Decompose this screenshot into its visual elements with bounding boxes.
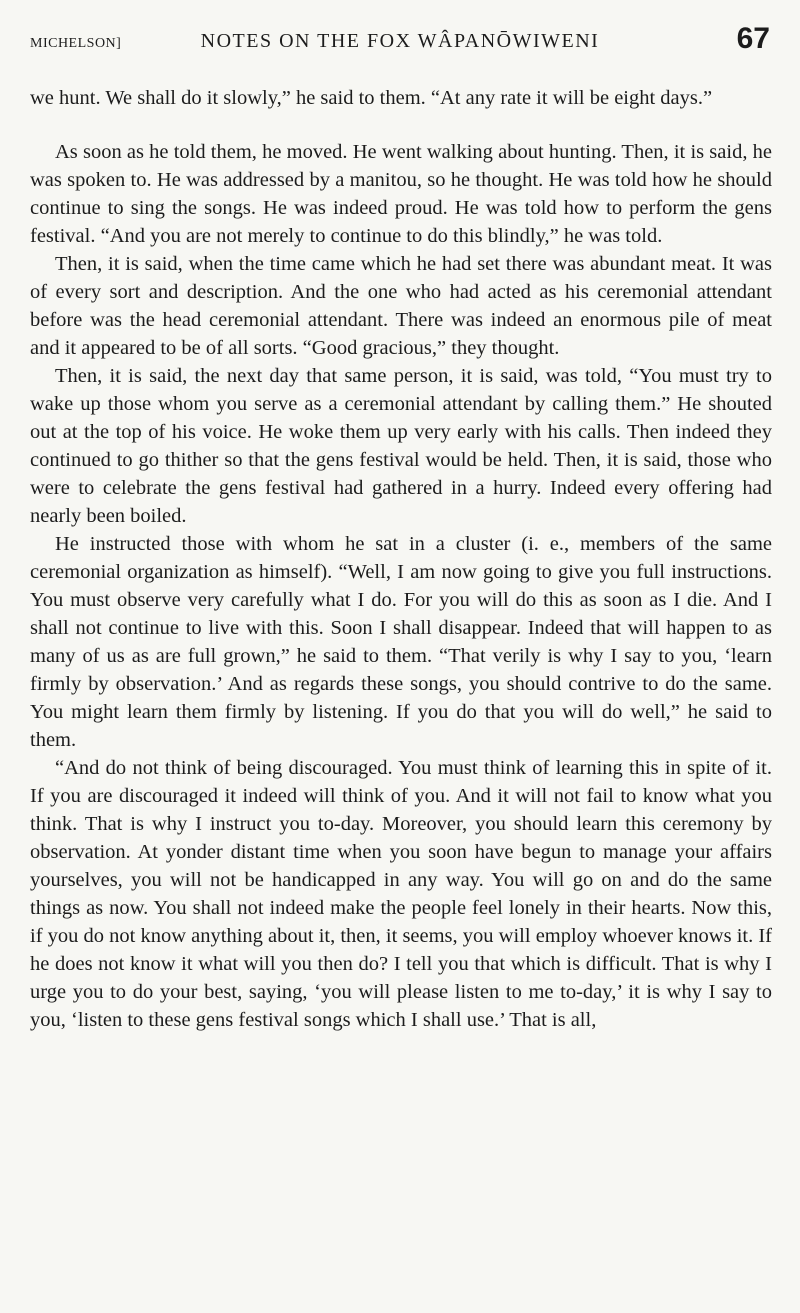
paragraph: Then, it is said, the next day that same person, it is said, was told, “You must try to wake up those whom you serve as a ceremonial attendant by calling them.” He shouted out at the top of his voice. He woke them up very early with his calls. Then indeed they continued to go thither so that the gens festival would be held. Then, it is said, those who were to celebrate the gens festival had gathered in a hurry. Indeed every offering had nearly been boiled. bbox=[30, 365, 772, 527]
running-head-author: MICHELSON] bbox=[30, 36, 122, 51]
body-text bbox=[30, 84, 772, 1034]
paragraph: “And do not think of being discouraged. You must think of learning this in spite of it. If you are discouraged it indeed will think of you. And it will not fail to know what you think. That is why I instruct you to-day. Moreover, you should learn this ceremony by observation. At yonder distant time when you soon have begun to manage your affairs yourselves, you will not be handicapped in any way. You will go on and do the same things as now. You shall not indeed make the people feel lonely in their hearts. Now this, if you do not know anything about it, then, it seems, you will employ whoever knows it. If he does not know it what will you then do? I tell you that which is difficult. That is why I urge you to do your best, saying, ‘you will please listen to me to-day,’ it is why I say to you, ‘listen to these gens festival songs which I shall use.’ That is all, bbox=[30, 757, 772, 1031]
paragraph: He instructed those with whom he sat in a cluster (i. e., members of the same ceremonial organization as himself). “Well, I am now going to give you full instructions. You must observe very carefully what I do. For you will do this as soon as I die. And I shall not continue to live with this. Soon I shall disappear. Indeed that will happen to as many of us as are full grown,” he said to them. “That verily is why I say to you, ‘learn firmly by observation.’ And as regards these songs, you should contrive to do the same. You might learn them firmly by listening. If you do that you will do well,” he said to them. bbox=[30, 533, 772, 751]
paragraph: Then, it is said, when the time came which he had set there was abundant meat. It was of every sort and description. And the one who had acted as his ceremonial attendant before was the head ceremonial attendant. There was indeed an enormous pile of meat and it appeared to be of all sorts. “Good gracious,” they thought. bbox=[30, 253, 772, 359]
running-head-title: NOTES ON THE FOX WÂPANŌWIWENI bbox=[200, 30, 600, 52]
paragraph: we hunt. We shall do it slowly,” he said to them. “At any rate it will be eight days.” bbox=[30, 87, 713, 109]
page-number: 67 bbox=[736, 22, 770, 55]
paragraph: As soon as he told them, he moved. He went walking about hunting. Then, it is said, he was spoken to. He was addressed by a manitou, so he thought. He was told how he should continue to sing the songs. He was indeed proud. He was told how to perform the gens festival. “And you are not merely to continue to do this blindly,” he was told. bbox=[30, 141, 772, 247]
running-head bbox=[30, 22, 770, 62]
